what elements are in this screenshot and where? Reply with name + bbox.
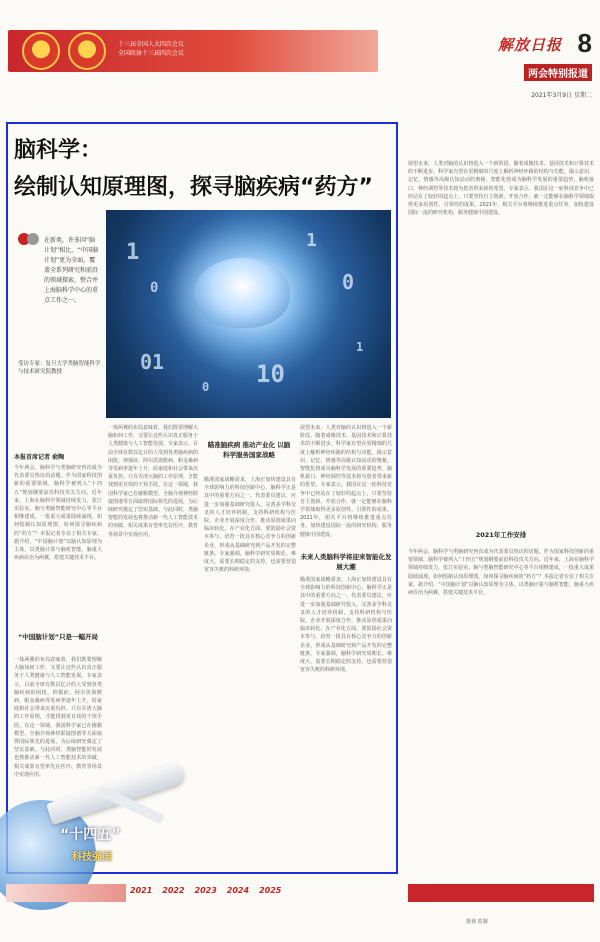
article-column-2: 一体两翼的布局意味着，我们既要理解大脑如何工作，又要让这些认识真正服务于人类健康与人工智能发展。专家表示，目前全球有数以亿计的人受到各类脑疾病的困扰，抑郁症、阿尔茨海默病、帕金森病等发病率逐年上升，给家庭和社会带来沉重负担。只有弄清大脑的工作原理，才能找到更有效的干预手段。在这一领域，我国科学家已在猕猴模型、全脑介观神经联接图谱等方面取得国际领先的进展，为后续研究奠定了坚实基础。与此同时，类脑智能的发展也将推动新一代人工智能技术的突破，相关成果有望率先在医疗、教育等场景中实现应用。: [108, 425, 199, 538]
five-year-plan-graphic: [6, 760, 186, 874]
article-intro: 在新类，许多国“脑计划”相比，“中国脑计划”更为全面，覆盖全系列研究和前沿的领域探索，整合并上海脑科学中心的重点工作之一。: [44, 237, 99, 304]
article-column-4a: 展望未来，人类对脑的认识将进入一个新阶段。随着成像技术、基因技术和计算技术的不断进步，科学家有望在更精细的尺度上解析神经环路的结构与功能，揭示意识、记忆、情感等高级认知活动的奥秘。智能化将成为脑科学发展的重要趋势，脑机接口、神经调控等技术将为患者带来新的希望。专家表示，我国在这一轮科技竞争中已经站在了较好的起点上，只要坚持自主创新、开放合作，就一定能够在脑科学领域取得更多原创性、引领性的成果。2021年，相关平台将继续推进重点任务，加快建设国际一流的研究机构，服务健康中国建设。: [300, 425, 392, 538]
article-subhead-3: 未来人类脑科学将迎来智能化发展大潮: [300, 553, 392, 571]
issue-date: 2021年3月9日 星期二: [531, 92, 592, 99]
newspaper-name: 解放日报: [497, 36, 562, 54]
page-number: 8: [577, 28, 592, 58]
article-headline-line2: 绘制认知原理图，探寻脑疾病“药方”: [14, 175, 373, 200]
year-label: 2025: [259, 886, 282, 895]
year-label: 2022: [162, 886, 185, 895]
year-label: 2024: [226, 886, 250, 895]
year-strip: [130, 886, 281, 895]
five-year-sublabel: 科技强国: [72, 852, 112, 863]
national-emblem-icon: [22, 32, 60, 70]
footer-ribbon-right: [408, 884, 594, 902]
article-column-6: 今年两会，脑科学与类脑研究再次成为代表委员热议的话题。作为国家科技创新的重要领域，脑科学被列入“十四五”规划纲要前沿科技攻关方向。近年来，上海在脑科学领域持续发力，张江实验室、脑与类脑智能研究中心等平台相继建成，一批重大成果陆续涌现。如何绘制认知原理图，如何探寻脑疾病的“药方”？本报记者专访了相关专家。据介绍，“中国脑计划”以脑认知原理为主体，以类脑计算与脑机智能、脑重大疾病诊治为两翼，搭建关键技术平台。: [408, 549, 594, 597]
byline: 本报首席记者 俞陶: [14, 454, 65, 461]
article-column-1b: 一体两翼的布局意味着，我们既要理解大脑如何工作，又要让这些认识真正服务于人类健康与人工智能发展。专家表示，目前全球有数以亿计的人受到各类脑疾病的困扰，抑郁症、阿尔茨海默病、帕金森病等发病率逐年上升，给家庭和社会带来沉重负担。只有弄清大脑的工作原理，才能找到更有效的干预手段。在这一领域，我国科学家已在猕猴模型、全脑介观神经联接图谱等方面取得国际领先的进展，为后续研究奠定了坚实基础。与此同时，类脑智能的发展也将推动新一代人工智能技术的突破，相关成果有望率先在医疗、教育等场景中实现应用。: [14, 657, 102, 778]
article-column-5: 展望未来，人类对脑的认识将进入一个新阶段。随着成像技术、基因技术和计算技术的不断进步，科学家有望在更精细的尺度上解析神经环路的结构与功能，揭示意识、记忆、情感等高级认知活动的奥秘。智能化将成为脑科学发展的重要趋势，脑机接口、神经调控等技术将为患者带来新的希望。专家表示，我国在这一轮科技竞争中已经站在了较好的起点上，只要坚持自主创新、开放合作，就一定能够在脑科学领域取得更多原创性、引领性的成果。2021年，相关平台将继续推进重点任务，加快建设国际一流的研究机构，服务健康中国建设。: [408, 161, 594, 217]
five-year-label: “十四五”: [60, 827, 121, 843]
interviewee-info: 受访专家：复旦大学类脑智能科学与技术研究院教授: [18, 361, 101, 375]
session-title-cppcc: 全国政协十三届四次会议: [118, 50, 185, 57]
article-subhead-1: “中国脑计划”只是一幅开局: [17, 633, 99, 641]
year-label: 2021: [130, 886, 153, 895]
footer-ribbon-left: [6, 884, 126, 902]
article-column-1a: 今年两会，脑科学与类脑研究再次成为代表委员热议的话题。作为国家科技创新的重要领域，脑科学被列入“十四五”规划纲要前沿科技攻关方向。近年来，上海在脑科学领域持续发力，张江实验室、脑与类脑智能研究中心等平台相继建成，一批重大成果陆续涌现。如何绘制认知原理图，如何探寻脑疾病的“药方”？本报记者专访了相关专家。据介绍，“中国脑计划”以脑认知原理为主体，以类脑计算与脑机智能、脑重大疾病诊治为两翼，搭建关键技术平台。: [14, 465, 102, 562]
session-title-npc: 十三届全国人大四次会议: [118, 41, 185, 48]
article-column-3: 瞄准国家战略需求，上海正加快建设具有全球影响力的科技创新中心，脑科学正是其中的重要方向之一。代表委员建议，应进一步加强基础研究投入，完善多学科交叉的人才培养机制，支持科研机构与医院、企业开展深度合作，推动原创成果向临床转化。在产业化方面，要鼓励社会资本参与，培育一批具有核心竞争力的创新企业，形成从基础研究到产品开发的完整链条。专家强调，脑科学研究周期长、难度大，需要长期稳定的支持，也需要营造宽容失败的科研环境。: [204, 477, 296, 574]
article-headline-line1: 脑科学：: [14, 138, 103, 163]
footer-credit: 策划 监制: [466, 919, 488, 925]
header-banner: [8, 30, 378, 72]
brain-illustration-image: 1 0 1 0 01 10 1 0: [106, 210, 391, 418]
cppcc-emblem-icon: [68, 32, 106, 70]
session-titles: [118, 40, 184, 58]
article-column-4b: 瞄准国家战略需求，上海正加快建设具有全球影响力的科技创新中心，脑科学正是其中的重要方向之一。代表委员建议，应进一步加强基础研究投入，完善多学科交叉的人才培养机制，支持科研机构与医院、企业开展深度合作，推动原创成果向临床转化。在产业化方面，要鼓励社会资本参与，培育一批具有核心竞争力的创新企业，形成从基础研究到产品开发的完整链条。专家强调，脑科学研究周期长、难度大，需要长期稳定的支持，也需要营造宽容失败的科研环境。: [300, 577, 392, 674]
article-subhead-4: 2021年工作安排: [475, 531, 527, 539]
brain-icon: [194, 258, 290, 328]
section-title: 两会特别报道: [524, 64, 592, 81]
article-subhead-2: 瞄准脑疾病 推动产业化 以脑科学服务国家战略: [207, 441, 291, 459]
quote-mark-icon: [18, 232, 40, 246]
year-label: 2023: [194, 886, 217, 895]
